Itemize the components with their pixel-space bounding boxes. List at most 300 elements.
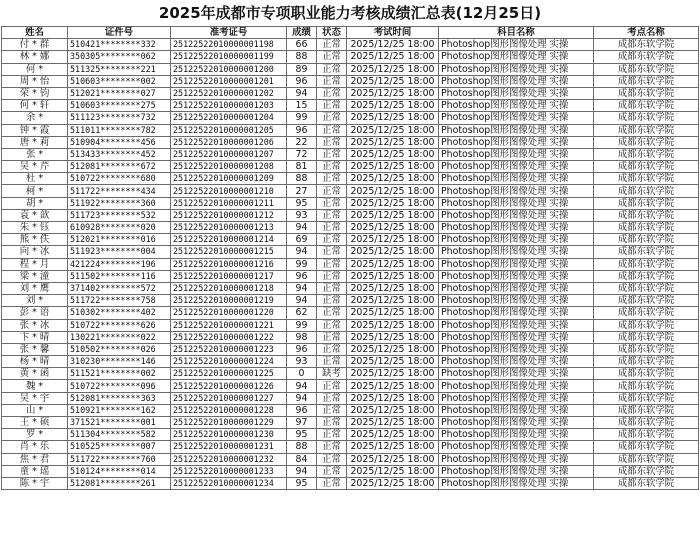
- cell-name: 付 * 群: [2, 39, 68, 51]
- cell-ticket-number: 25122522010000001232: [171, 453, 287, 465]
- cell-venue: 成都东软学院: [594, 417, 699, 429]
- cell-subject: Photoshop图形图像处理 实操: [439, 356, 594, 368]
- cell-id-number: 510603********275: [68, 100, 171, 112]
- cell-id-number: 511011********782: [68, 124, 171, 136]
- cell-exam-time: 2025/12/25 18:00: [347, 441, 439, 453]
- cell-status: 正常: [317, 282, 347, 294]
- header-status: 状态: [317, 27, 347, 39]
- cell-subject: Photoshop图形图像处理 实操: [439, 331, 594, 343]
- table-row: [2, 148, 699, 160]
- cell-status: 正常: [317, 258, 347, 270]
- cell-id-number: 511502********116: [68, 270, 171, 282]
- cell-exam-time: 2025/12/25 18:00: [347, 63, 439, 75]
- cell-id-number: 610928********020: [68, 222, 171, 234]
- cell-status: 正常: [317, 453, 347, 465]
- table-row: [2, 392, 699, 404]
- cell-name: 张 *: [2, 148, 68, 160]
- header-subject: 科目名称: [439, 27, 594, 39]
- cell-ticket-number: 25122522010000001233: [171, 465, 287, 477]
- cell-name: 杜 *: [2, 173, 68, 185]
- cell-status: 正常: [317, 429, 347, 441]
- cell-venue: 成都东软学院: [594, 331, 699, 343]
- cell-id-number: 510302********402: [68, 307, 171, 319]
- cell-score: 72: [287, 148, 317, 160]
- cell-subject: Photoshop图形图像处理 实操: [439, 477, 594, 489]
- table-row: [2, 404, 699, 416]
- table-row: [2, 331, 699, 343]
- cell-exam-time: 2025/12/25 18:00: [347, 368, 439, 380]
- cell-subject: Photoshop图形图像处理 实操: [439, 124, 594, 136]
- cell-venue: 成都东软学院: [594, 112, 699, 124]
- cell-exam-time: 2025/12/25 18:00: [347, 270, 439, 282]
- cell-ticket-number: 25122522010000001220: [171, 307, 287, 319]
- table-row: [2, 100, 699, 112]
- table-row: [2, 453, 699, 465]
- cell-exam-time: 2025/12/25 18:00: [347, 39, 439, 51]
- cell-exam-time: 2025/12/25 18:00: [347, 185, 439, 197]
- cell-score: 95: [287, 429, 317, 441]
- cell-score: 95: [287, 477, 317, 489]
- cell-score: 94: [287, 295, 317, 307]
- cell-name: 向 * 冰: [2, 246, 68, 258]
- cell-venue: 成都东软学院: [594, 441, 699, 453]
- cell-subject: Photoshop图形图像处理 实操: [439, 51, 594, 63]
- cell-exam-time: 2025/12/25 18:00: [347, 148, 439, 160]
- cell-ticket-number: 25122522010000001219: [171, 295, 287, 307]
- cell-exam-time: 2025/12/25 18:00: [347, 161, 439, 173]
- cell-ticket-number: 25122522010000001211: [171, 197, 287, 209]
- cell-status: 正常: [317, 465, 347, 477]
- cell-subject: Photoshop图形图像处理 实操: [439, 112, 594, 124]
- cell-ticket-number: 25122522010000001228: [171, 404, 287, 416]
- table-row: [2, 270, 699, 282]
- cell-venue: 成都东软学院: [594, 124, 699, 136]
- cell-exam-time: 2025/12/25 18:00: [347, 209, 439, 221]
- cell-venue: 成都东软学院: [594, 75, 699, 87]
- cell-subject: Photoshop图形图像处理 实操: [439, 161, 594, 173]
- table-row: [2, 477, 699, 489]
- cell-id-number: 510421********332: [68, 39, 171, 51]
- cell-status: 正常: [317, 161, 347, 173]
- cell-ticket-number: 25122522010000001229: [171, 417, 287, 429]
- cell-exam-time: 2025/12/25 18:00: [347, 417, 439, 429]
- cell-id-number: 511722********760: [68, 453, 171, 465]
- cell-score: 88: [287, 51, 317, 63]
- cell-name: 吴 * 芹: [2, 161, 68, 173]
- cell-id-number: 511723********532: [68, 209, 171, 221]
- cell-name: 周 * 怡: [2, 75, 68, 87]
- cell-name: 熊 * 佚: [2, 234, 68, 246]
- cell-venue: 成都东软学院: [594, 39, 699, 51]
- cell-venue: 成都东软学院: [594, 368, 699, 380]
- cell-ticket-number: 25122522010000001215: [171, 246, 287, 258]
- cell-id-number: 511304********582: [68, 429, 171, 441]
- cell-score: 99: [287, 112, 317, 124]
- cell-ticket-number: 25122522010000001225: [171, 368, 287, 380]
- header-venue: 考点名称: [594, 27, 699, 39]
- cell-score: 94: [287, 392, 317, 404]
- cell-score: 84: [287, 453, 317, 465]
- cell-status: 正常: [317, 100, 347, 112]
- table-row: [2, 380, 699, 392]
- cell-subject: Photoshop图形图像处理 实操: [439, 429, 594, 441]
- cell-subject: Photoshop图形图像处理 实操: [439, 282, 594, 294]
- cell-status: 正常: [317, 51, 347, 63]
- cell-name: 钟 * 霞: [2, 124, 68, 136]
- cell-id-number: 510921********162: [68, 404, 171, 416]
- cell-id-number: 513433********452: [68, 148, 171, 160]
- cell-subject: Photoshop图形图像处理 实操: [439, 404, 594, 416]
- cell-exam-time: 2025/12/25 18:00: [347, 87, 439, 99]
- table-row: [2, 429, 699, 441]
- cell-name: 林 * 娜: [2, 51, 68, 63]
- cell-venue: 成都东软学院: [594, 429, 699, 441]
- cell-venue: 成都东软学院: [594, 100, 699, 112]
- table-row: [2, 197, 699, 209]
- cell-subject: Photoshop图形图像处理 实操: [439, 295, 594, 307]
- cell-venue: 成都东软学院: [594, 246, 699, 258]
- cell-exam-time: 2025/12/25 18:00: [347, 234, 439, 246]
- table-row: [2, 307, 699, 319]
- table-row: [2, 112, 699, 124]
- cell-exam-time: 2025/12/25 18:00: [347, 380, 439, 392]
- cell-id-number: 511722********758: [68, 295, 171, 307]
- table-row: [2, 441, 699, 453]
- cell-status: 正常: [317, 197, 347, 209]
- cell-id-number: 512081********261: [68, 477, 171, 489]
- cell-name: 荣 * 钧: [2, 87, 68, 99]
- cell-score: 96: [287, 270, 317, 282]
- cell-id-number: 510502********026: [68, 343, 171, 355]
- cell-venue: 成都东软学院: [594, 136, 699, 148]
- cell-score: 15: [287, 100, 317, 112]
- cell-score: 96: [287, 404, 317, 416]
- cell-id-number: 371521********001: [68, 417, 171, 429]
- cell-name: 卞 * 晴: [2, 331, 68, 343]
- table-row: [2, 222, 699, 234]
- cell-score: 62: [287, 307, 317, 319]
- table-row: [2, 51, 699, 63]
- cell-venue: 成都东软学院: [594, 87, 699, 99]
- cell-exam-time: 2025/12/25 18:00: [347, 124, 439, 136]
- cell-subject: Photoshop图形图像处理 实操: [439, 258, 594, 270]
- cell-status: 正常: [317, 234, 347, 246]
- header-score: 成绩: [287, 27, 317, 39]
- table-row: [2, 319, 699, 331]
- cell-ticket-number: 25122522010000001209: [171, 173, 287, 185]
- cell-venue: 成都东软学院: [594, 356, 699, 368]
- table-row: [2, 234, 699, 246]
- cell-subject: Photoshop图形图像处理 实操: [439, 465, 594, 477]
- cell-venue: 成都东软学院: [594, 234, 699, 246]
- cell-ticket-number: 25122522010000001221: [171, 319, 287, 331]
- cell-exam-time: 2025/12/25 18:00: [347, 356, 439, 368]
- cell-exam-time: 2025/12/25 18:00: [347, 319, 439, 331]
- cell-ticket-number: 25122522010000001208: [171, 161, 287, 173]
- cell-ticket-number: 25122522010000001202: [171, 87, 287, 99]
- cell-venue: 成都东软学院: [594, 392, 699, 404]
- cell-subject: Photoshop图形图像处理 实操: [439, 307, 594, 319]
- cell-status: 正常: [317, 295, 347, 307]
- cell-ticket-number: 25122522010000001224: [171, 356, 287, 368]
- table-row: [2, 282, 699, 294]
- cell-status: 正常: [317, 39, 347, 51]
- table-row: [2, 368, 699, 380]
- cell-id-number: 510603********002: [68, 75, 171, 87]
- table-row: [2, 124, 699, 136]
- cell-ticket-number: 25122522010000001227: [171, 392, 287, 404]
- cell-name: 程 * 月: [2, 258, 68, 270]
- cell-status: 正常: [317, 356, 347, 368]
- cell-subject: Photoshop图形图像处理 实操: [439, 417, 594, 429]
- cell-exam-time: 2025/12/25 18:00: [347, 295, 439, 307]
- cell-ticket-number: 25122522010000001216: [171, 258, 287, 270]
- cell-venue: 成都东软学院: [594, 319, 699, 331]
- cell-exam-time: 2025/12/25 18:00: [347, 392, 439, 404]
- cell-exam-time: 2025/12/25 18:00: [347, 75, 439, 87]
- cell-id-number: 510722********626: [68, 319, 171, 331]
- cell-subject: Photoshop图形图像处理 实操: [439, 453, 594, 465]
- header-row: [2, 27, 699, 39]
- cell-name: 唐 * 莉: [2, 136, 68, 148]
- cell-venue: 成都东软学院: [594, 63, 699, 75]
- cell-ticket-number: 25122522010000001226: [171, 380, 287, 392]
- cell-name: 柯 *: [2, 185, 68, 197]
- cell-subject: Photoshop图形图像处理 实操: [439, 185, 594, 197]
- table-row: [2, 356, 699, 368]
- cell-subject: Photoshop图形图像处理 实操: [439, 197, 594, 209]
- cell-score: 22: [287, 136, 317, 148]
- cell-name: 黄 * 函: [2, 368, 68, 380]
- cell-status: 正常: [317, 63, 347, 75]
- cell-subject: Photoshop图形图像处理 实操: [439, 343, 594, 355]
- cell-score: 94: [287, 246, 317, 258]
- cell-ticket-number: 25122522010000001198: [171, 39, 287, 51]
- cell-name: 刘 * 鹰: [2, 282, 68, 294]
- cell-subject: Photoshop图形图像处理 实操: [439, 39, 594, 51]
- cell-subject: Photoshop图形图像处理 实操: [439, 246, 594, 258]
- cell-status: 正常: [317, 136, 347, 148]
- cell-name: 王 * 硕: [2, 417, 68, 429]
- cell-ticket-number: 25122522010000001230: [171, 429, 287, 441]
- cell-venue: 成都东软学院: [594, 258, 699, 270]
- cell-name: 张 * 冰: [2, 319, 68, 331]
- cell-ticket-number: 25122522010000001213: [171, 222, 287, 234]
- cell-ticket-number: 25122522010000001217: [171, 270, 287, 282]
- cell-name: 魏 *: [2, 380, 68, 392]
- cell-ticket-number: 25122522010000001234: [171, 477, 287, 489]
- cell-name: 童 * 瑶: [2, 465, 68, 477]
- cell-subject: Photoshop图形图像处理 实操: [439, 270, 594, 282]
- table-row: [2, 75, 699, 87]
- table-body: [2, 39, 699, 490]
- cell-status: 正常: [317, 477, 347, 489]
- cell-subject: Photoshop图形图像处理 实操: [439, 148, 594, 160]
- cell-status: 正常: [317, 124, 347, 136]
- table-row: [2, 246, 699, 258]
- cell-status: 正常: [317, 222, 347, 234]
- cell-name: 袁 * 歆: [2, 209, 68, 221]
- cell-ticket-number: 25122522010000001206: [171, 136, 287, 148]
- cell-id-number: 421224********196: [68, 258, 171, 270]
- cell-exam-time: 2025/12/25 18:00: [347, 453, 439, 465]
- cell-status: 缺考: [317, 368, 347, 380]
- cell-id-number: 510722********096: [68, 380, 171, 392]
- cell-subject: Photoshop图形图像处理 实操: [439, 319, 594, 331]
- cell-ticket-number: 25122522010000001199: [171, 51, 287, 63]
- table-row: [2, 161, 699, 173]
- cell-status: 正常: [317, 270, 347, 282]
- cell-id-number: 511922********360: [68, 197, 171, 209]
- cell-exam-time: 2025/12/25 18:00: [347, 404, 439, 416]
- header-id-number: 证件号: [68, 27, 171, 39]
- cell-name: 梁 * 潼: [2, 270, 68, 282]
- cell-id-number: 511521********002: [68, 368, 171, 380]
- cell-exam-time: 2025/12/25 18:00: [347, 112, 439, 124]
- cell-venue: 成都东软学院: [594, 51, 699, 63]
- cell-score: 96: [287, 124, 317, 136]
- cell-score: 97: [287, 417, 317, 429]
- table-row: [2, 295, 699, 307]
- cell-id-number: 130221********022: [68, 331, 171, 343]
- cell-exam-time: 2025/12/25 18:00: [347, 51, 439, 63]
- cell-id-number: 512081********363: [68, 392, 171, 404]
- cell-id-number: 511923********004: [68, 246, 171, 258]
- cell-status: 正常: [317, 331, 347, 343]
- cell-venue: 成都东软学院: [594, 282, 699, 294]
- table-row: [2, 39, 699, 51]
- cell-ticket-number: 25122522010000001201: [171, 75, 287, 87]
- table-row: [2, 343, 699, 355]
- cell-ticket-number: 25122522010000001207: [171, 148, 287, 160]
- cell-status: 正常: [317, 417, 347, 429]
- header-ticket-number: 准考证号: [171, 27, 287, 39]
- cell-id-number: 510722********680: [68, 173, 171, 185]
- cell-exam-time: 2025/12/25 18:00: [347, 343, 439, 355]
- cell-subject: Photoshop图形图像处理 实操: [439, 222, 594, 234]
- cell-status: 正常: [317, 209, 347, 221]
- cell-score: 95: [287, 197, 317, 209]
- cell-name: 焦 * 君: [2, 453, 68, 465]
- cell-status: 正常: [317, 112, 347, 124]
- cell-status: 正常: [317, 319, 347, 331]
- cell-score: 0: [287, 368, 317, 380]
- cell-ticket-number: 25122522010000001203: [171, 100, 287, 112]
- cell-venue: 成都东软学院: [594, 270, 699, 282]
- cell-id-number: 510525********007: [68, 441, 171, 453]
- cell-name: 张 * 馨: [2, 343, 68, 355]
- cell-exam-time: 2025/12/25 18:00: [347, 307, 439, 319]
- cell-name: 何 *: [2, 63, 68, 75]
- cell-name: 余 *: [2, 112, 68, 124]
- cell-subject: Photoshop图形图像处理 实操: [439, 75, 594, 87]
- cell-score: 96: [287, 75, 317, 87]
- cell-venue: 成都东软学院: [594, 465, 699, 477]
- cell-score: 94: [287, 465, 317, 477]
- cell-status: 正常: [317, 148, 347, 160]
- cell-name: 罗 *: [2, 429, 68, 441]
- cell-ticket-number: 25122522010000001214: [171, 234, 287, 246]
- cell-ticket-number: 25122522010000001205: [171, 124, 287, 136]
- cell-name: 吴 * 宇: [2, 392, 68, 404]
- cell-id-number: 512021********016: [68, 234, 171, 246]
- cell-exam-time: 2025/12/25 18:00: [347, 173, 439, 185]
- cell-score: 99: [287, 258, 317, 270]
- cell-id-number: 512021********027: [68, 87, 171, 99]
- table-row: [2, 63, 699, 75]
- cell-exam-time: 2025/12/25 18:00: [347, 282, 439, 294]
- cell-subject: Photoshop图形图像处理 实操: [439, 234, 594, 246]
- cell-status: 正常: [317, 246, 347, 258]
- cell-status: 正常: [317, 343, 347, 355]
- cell-ticket-number: 25122522010000001218: [171, 282, 287, 294]
- cell-venue: 成都东软学院: [594, 307, 699, 319]
- cell-exam-time: 2025/12/25 18:00: [347, 477, 439, 489]
- table-row: [2, 185, 699, 197]
- cell-exam-time: 2025/12/25 18:00: [347, 197, 439, 209]
- cell-ticket-number: 25122522010000001222: [171, 331, 287, 343]
- results-table: [1, 26, 699, 490]
- cell-ticket-number: 25122522010000001212: [171, 209, 287, 221]
- cell-score: 81: [287, 161, 317, 173]
- cell-name: 彭 * 语: [2, 307, 68, 319]
- cell-score: 93: [287, 356, 317, 368]
- sheet-title: 2025年成都市专项职业能力考核成绩汇总表(12月25日): [158, 4, 542, 22]
- table-row: [2, 87, 699, 99]
- cell-venue: 成都东软学院: [594, 197, 699, 209]
- cell-venue: 成都东软学院: [594, 380, 699, 392]
- cell-status: 正常: [317, 307, 347, 319]
- cell-exam-time: 2025/12/25 18:00: [347, 258, 439, 270]
- cell-exam-time: 2025/12/25 18:00: [347, 465, 439, 477]
- cell-id-number: 512081********672: [68, 161, 171, 173]
- cell-venue: 成都东软学院: [594, 404, 699, 416]
- cell-score: 99: [287, 319, 317, 331]
- cell-score: 93: [287, 209, 317, 221]
- cell-subject: Photoshop图形图像处理 实操: [439, 100, 594, 112]
- cell-subject: Photoshop图形图像处理 实操: [439, 173, 594, 185]
- cell-venue: 成都东软学院: [594, 148, 699, 160]
- cell-subject: Photoshop图形图像处理 实操: [439, 136, 594, 148]
- cell-status: 正常: [317, 87, 347, 99]
- cell-score: 27: [287, 185, 317, 197]
- cell-name: 肖 * 乐: [2, 441, 68, 453]
- header-exam-time: 考试时间: [347, 27, 439, 39]
- cell-venue: 成都东软学院: [594, 222, 699, 234]
- cell-id-number: 511325********221: [68, 63, 171, 75]
- cell-exam-time: 2025/12/25 18:00: [347, 100, 439, 112]
- cell-name: 刘 *: [2, 295, 68, 307]
- cell-name: 胡 *: [2, 197, 68, 209]
- cell-venue: 成都东软学院: [594, 295, 699, 307]
- cell-score: 94: [287, 380, 317, 392]
- table-row: [2, 136, 699, 148]
- cell-venue: 成都东软学院: [594, 477, 699, 489]
- cell-exam-time: 2025/12/25 18:00: [347, 222, 439, 234]
- cell-status: 正常: [317, 75, 347, 87]
- cell-score: 89: [287, 63, 317, 75]
- cell-subject: Photoshop图形图像处理 实操: [439, 368, 594, 380]
- cell-status: 正常: [317, 404, 347, 416]
- cell-exam-time: 2025/12/25 18:00: [347, 429, 439, 441]
- cell-id-number: 510124********014: [68, 465, 171, 477]
- cell-score: 66: [287, 39, 317, 51]
- table-row: [2, 417, 699, 429]
- cell-id-number: 511123********732: [68, 112, 171, 124]
- cell-name: 何 * 轩: [2, 100, 68, 112]
- cell-name: 杨 * 晴: [2, 356, 68, 368]
- cell-score: 94: [287, 282, 317, 294]
